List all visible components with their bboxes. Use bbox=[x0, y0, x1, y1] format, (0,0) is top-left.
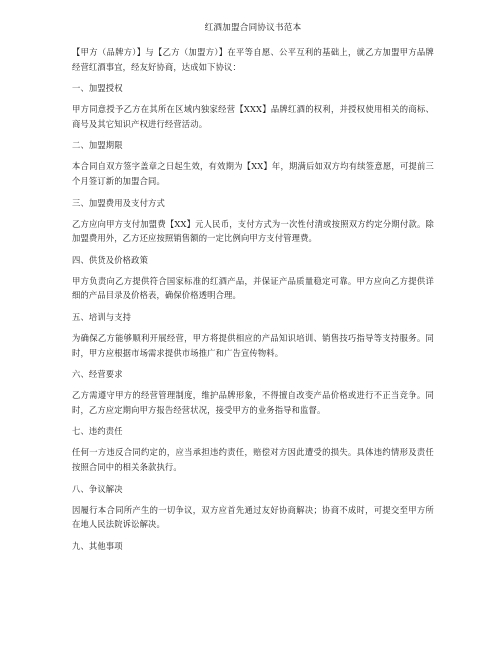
section-heading-8: 八、争议解决 bbox=[72, 483, 123, 494]
section-heading-1: 一、加盟授权 bbox=[72, 83, 123, 94]
section-body-4: 甲方负责向乙方提供符合国家标准的红酒产品，并保证产品质量稳定可靠。甲方应向乙方提供详细的产品目录及价格表，确保价格透明合理。 bbox=[72, 275, 434, 301]
section-heading-6: 六、经营要求 bbox=[72, 369, 123, 380]
section-body-5: 为确保乙方能够顺利开展经营，甲方将提供相应的产品知识培训、销售技巧指导等支持服务。同时，甲方应根据市场需求提供市场推广和广告宣传物料。 bbox=[72, 332, 434, 358]
section-body-3: 乙方应向甲方支付加盟费【XX】元人民币，支付方式为一次性付清或按照双方约定分期付款。除加盟费用外，乙方还应按照销售额的一定比例向甲方支付管理费。 bbox=[72, 218, 434, 244]
section-body-6: 乙方需遵守甲方的经营管理制度，维护品牌形象，不得擅自改变产品价格或进行不正当竞争。同时，乙方应定期向甲方报告经营状况，接受甲方的业务指导和监督。 bbox=[72, 390, 434, 415]
section-heading-9: 九、其他事项 bbox=[72, 540, 123, 551]
document-page bbox=[72, 22, 434, 560]
section-heading-5: 五、培训与支持 bbox=[72, 311, 132, 322]
document-title: 红酒加盟合同协议书范本 bbox=[204, 23, 302, 33]
section-heading-3: 三、加盟费用及支付方式 bbox=[72, 197, 165, 208]
section-body-8: 因履行本合同所产生的一切争议，双方应首先通过友好协商解决；协商不成时，可提交至甲方所在地人民法院诉讼解决。 bbox=[72, 504, 434, 530]
section-body-1: 甲方同意授予乙方在其所在区域内独家经营【XXX】品牌红酒的权利，并授权使用相关的商标、商号及其它知识产权进行经营活动。 bbox=[72, 104, 434, 129]
section-heading-4: 四、供货及价格政策 bbox=[72, 254, 149, 265]
section-body-7: 任何一方违反合同约定的，应当承担违约责任，赔偿对方因此遭受的损失。具体违约情形及责任按照合同中的相关条款执行。 bbox=[72, 447, 434, 472]
section-heading-7: 七、违约责任 bbox=[72, 426, 123, 437]
intro-paragraph: 【甲方（品牌方）】与【乙方（加盟方）】在平等自愿、公平互利的基础上，就乙方加盟甲方品牌经营红酒事宜，经友好协商，达成如下协议： bbox=[72, 47, 434, 72]
section-body-2: 本合同自双方签字盖章之日起生效，有效期为【XX】年，期满后如双方均有续签意愿，可提前三个月签订新的加盟合同。 bbox=[72, 161, 434, 186]
section-heading-2: 二、加盟期限 bbox=[72, 140, 123, 151]
